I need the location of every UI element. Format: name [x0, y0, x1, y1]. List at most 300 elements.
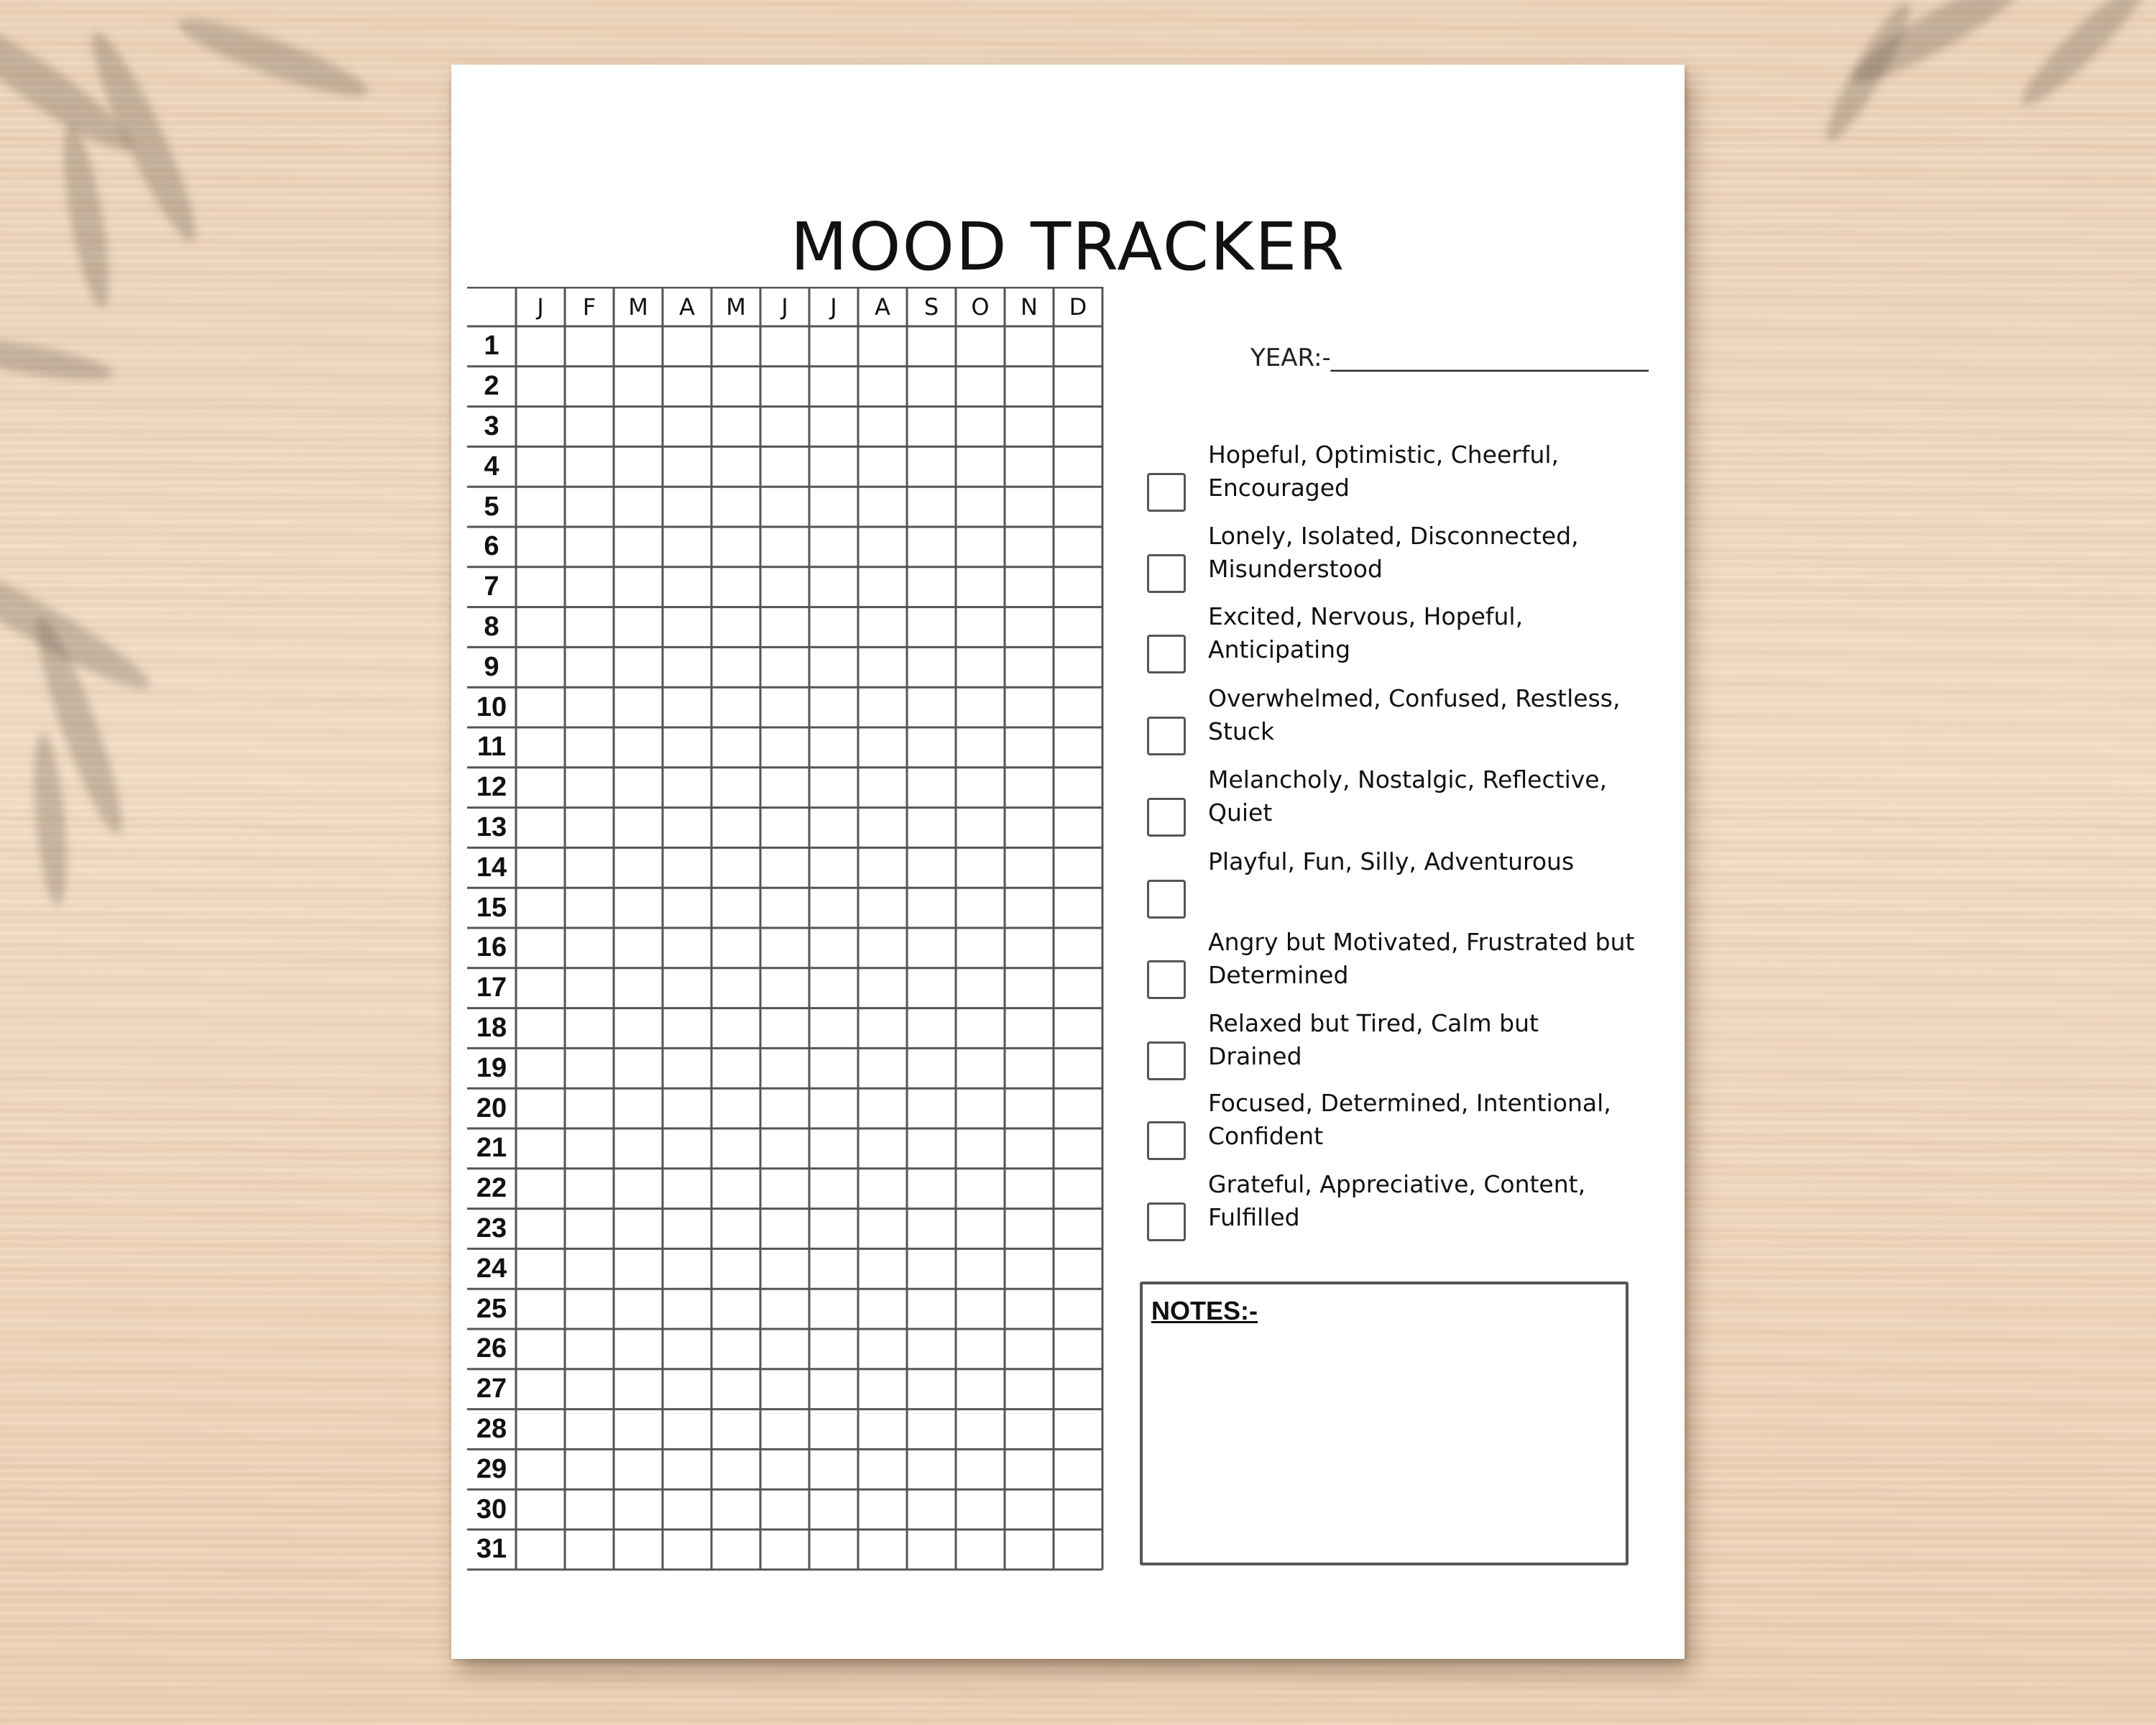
mood-cell[interactable] — [858, 647, 907, 687]
mood-cell[interactable] — [663, 527, 711, 567]
mood-cell[interactable] — [809, 1289, 858, 1329]
mood-cell[interactable] — [1005, 1489, 1054, 1530]
mood-cell[interactable] — [663, 1369, 711, 1409]
mood-cell[interactable] — [516, 888, 565, 928]
mood-cell[interactable] — [956, 1048, 1005, 1088]
mood-cell[interactable] — [809, 1489, 858, 1530]
mood-cell[interactable] — [1054, 647, 1102, 687]
mood-cell[interactable] — [1005, 968, 1054, 1008]
mood-cell[interactable] — [614, 1530, 663, 1570]
mood-cell[interactable] — [907, 1248, 956, 1289]
mood-cell[interactable] — [760, 1209, 809, 1249]
mood-cell[interactable] — [956, 1530, 1005, 1570]
mood-cell[interactable] — [711, 407, 760, 447]
mood-cell[interactable] — [858, 1289, 907, 1329]
mood-cell[interactable] — [565, 768, 614, 808]
mood-cell[interactable] — [760, 727, 809, 768]
mood-cell[interactable] — [1005, 888, 1054, 928]
mood-cell[interactable] — [663, 1209, 711, 1249]
mood-cell[interactable] — [516, 847, 565, 888]
mood-cell[interactable] — [516, 326, 565, 367]
mood-cell[interactable] — [907, 888, 956, 928]
mood-cell[interactable] — [1005, 567, 1054, 607]
mood-cell[interactable] — [1054, 1048, 1102, 1088]
mood-cell[interactable] — [858, 1409, 907, 1450]
mood-cell[interactable] — [809, 367, 858, 407]
mood-cell[interactable] — [760, 1369, 809, 1409]
mood-cell[interactable] — [711, 727, 760, 768]
mood-checkbox[interactable] — [1147, 1121, 1186, 1160]
mood-cell[interactable] — [614, 1449, 663, 1489]
mood-cell[interactable] — [858, 446, 907, 487]
mood-cell[interactable] — [760, 847, 809, 888]
mood-cell[interactable] — [809, 928, 858, 968]
mood-cell[interactable] — [1054, 607, 1102, 648]
mood-cell[interactable] — [956, 1169, 1005, 1209]
mood-cell[interactable] — [516, 1329, 565, 1369]
mood-cell[interactable] — [614, 1169, 663, 1209]
mood-cell[interactable] — [858, 527, 907, 567]
mood-cell[interactable] — [565, 1289, 614, 1329]
mood-cell[interactable] — [907, 1128, 956, 1169]
mood-cell[interactable] — [858, 1169, 907, 1209]
mood-cell[interactable] — [516, 808, 565, 848]
mood-cell[interactable] — [711, 446, 760, 487]
mood-cell[interactable] — [760, 367, 809, 407]
mood-cell[interactable] — [907, 968, 956, 1008]
mood-cell[interactable] — [1054, 367, 1102, 407]
mood-cell[interactable] — [516, 1449, 565, 1489]
mood-cell[interactable] — [663, 647, 711, 687]
mood-cell[interactable] — [565, 687, 614, 727]
mood-cell[interactable] — [516, 527, 565, 567]
mood-cell[interactable] — [858, 1048, 907, 1088]
mood-cell[interactable] — [565, 326, 614, 367]
mood-cell[interactable] — [614, 1289, 663, 1329]
mood-cell[interactable] — [760, 647, 809, 687]
mood-cell[interactable] — [516, 1409, 565, 1450]
mood-cell[interactable] — [565, 567, 614, 607]
mood-cell[interactable] — [614, 1489, 663, 1530]
mood-cell[interactable] — [907, 446, 956, 487]
mood-cell[interactable] — [809, 1449, 858, 1489]
mood-cell[interactable] — [858, 567, 907, 607]
mood-cell[interactable] — [711, 968, 760, 1008]
mood-cell[interactable] — [516, 1248, 565, 1289]
mood-cell[interactable] — [907, 1209, 956, 1249]
mood-cell[interactable] — [858, 607, 907, 648]
mood-cell[interactable] — [614, 1008, 663, 1049]
mood-cell[interactable] — [663, 847, 711, 888]
mood-cell[interactable] — [1005, 446, 1054, 487]
mood-cell[interactable] — [760, 407, 809, 447]
mood-cell[interactable] — [1054, 768, 1102, 808]
mood-cell[interactable] — [711, 1209, 760, 1249]
mood-cell[interactable] — [711, 1409, 760, 1450]
mood-cell[interactable] — [711, 567, 760, 607]
mood-cell[interactable] — [809, 808, 858, 848]
mood-cell[interactable] — [1005, 847, 1054, 888]
mood-cell[interactable] — [956, 607, 1005, 648]
mood-cell[interactable] — [516, 647, 565, 687]
mood-cell[interactable] — [565, 1088, 614, 1128]
mood-cell[interactable] — [565, 647, 614, 687]
mood-cell[interactable] — [858, 968, 907, 1008]
mood-cell[interactable] — [1005, 1329, 1054, 1369]
mood-cell[interactable] — [1005, 367, 1054, 407]
mood-cell[interactable] — [760, 1088, 809, 1128]
mood-cell[interactable] — [809, 527, 858, 567]
mood-cell[interactable] — [760, 326, 809, 367]
mood-cell[interactable] — [614, 1088, 663, 1128]
mood-cell[interactable] — [1005, 687, 1054, 727]
mood-cell[interactable] — [809, 407, 858, 447]
mood-cell[interactable] — [760, 687, 809, 727]
mood-cell[interactable] — [1054, 1209, 1102, 1249]
mood-cell[interactable] — [956, 1128, 1005, 1169]
mood-cell[interactable] — [516, 367, 565, 407]
mood-cell[interactable] — [614, 888, 663, 928]
mood-cell[interactable] — [809, 968, 858, 1008]
mood-cell[interactable] — [1005, 1289, 1054, 1329]
mood-cell[interactable] — [858, 687, 907, 727]
mood-cell[interactable] — [614, 446, 663, 487]
mood-cell[interactable] — [1054, 1530, 1102, 1570]
mood-cell[interactable] — [614, 647, 663, 687]
mood-cell[interactable] — [565, 1169, 614, 1209]
mood-cell[interactable] — [516, 1369, 565, 1409]
mood-cell[interactable] — [1054, 888, 1102, 928]
mood-cell[interactable] — [614, 968, 663, 1008]
mood-cell[interactable] — [858, 768, 907, 808]
mood-checkbox[interactable] — [1147, 798, 1186, 837]
mood-cell[interactable] — [809, 1169, 858, 1209]
mood-cell[interactable] — [565, 1008, 614, 1049]
mood-cell[interactable] — [858, 1008, 907, 1049]
mood-cell[interactable] — [711, 367, 760, 407]
mood-cell[interactable] — [907, 1329, 956, 1369]
mood-cell[interactable] — [516, 1209, 565, 1249]
mood-cell[interactable] — [956, 527, 1005, 567]
mood-cell[interactable] — [907, 727, 956, 768]
mood-cell[interactable] — [907, 808, 956, 848]
mood-cell[interactable] — [663, 1088, 711, 1128]
mood-cell[interactable] — [663, 1409, 711, 1450]
mood-cell[interactable] — [760, 1048, 809, 1088]
mood-cell[interactable] — [809, 1369, 858, 1409]
mood-cell[interactable] — [663, 1169, 711, 1209]
mood-cell[interactable] — [760, 567, 809, 607]
mood-cell[interactable] — [1054, 1088, 1102, 1128]
mood-cell[interactable] — [809, 1088, 858, 1128]
mood-cell[interactable] — [711, 1008, 760, 1049]
mood-cell[interactable] — [907, 527, 956, 567]
mood-cell[interactable] — [1054, 928, 1102, 968]
mood-cell[interactable] — [858, 727, 907, 768]
mood-cell[interactable] — [1054, 1248, 1102, 1289]
mood-cell[interactable] — [858, 847, 907, 888]
mood-cell[interactable] — [516, 1289, 565, 1329]
mood-cell[interactable] — [1054, 808, 1102, 848]
mood-cell[interactable] — [809, 1008, 858, 1049]
mood-cell[interactable] — [565, 1409, 614, 1450]
mood-checkbox[interactable] — [1147, 554, 1186, 593]
mood-cell[interactable] — [858, 1248, 907, 1289]
mood-cell[interactable] — [858, 928, 907, 968]
mood-cell[interactable] — [663, 808, 711, 848]
mood-cell[interactable] — [711, 1369, 760, 1409]
mood-cell[interactable] — [1054, 1489, 1102, 1530]
mood-cell[interactable] — [956, 687, 1005, 727]
mood-cell[interactable] — [1005, 326, 1054, 367]
mood-cell[interactable] — [1054, 326, 1102, 367]
mood-cell[interactable] — [760, 1169, 809, 1209]
mood-cell[interactable] — [711, 326, 760, 367]
mood-cell[interactable] — [1005, 1530, 1054, 1570]
mood-cell[interactable] — [956, 1088, 1005, 1128]
mood-cell[interactable] — [809, 607, 858, 648]
mood-cell[interactable] — [614, 847, 663, 888]
mood-cell[interactable] — [760, 888, 809, 928]
mood-cell[interactable] — [711, 687, 760, 727]
mood-checkbox[interactable] — [1147, 635, 1186, 673]
mood-cell[interactable] — [809, 446, 858, 487]
mood-cell[interactable] — [760, 1289, 809, 1329]
mood-cell[interactable] — [956, 1008, 1005, 1049]
mood-cell[interactable] — [614, 1209, 663, 1249]
mood-cell[interactable] — [1054, 1449, 1102, 1489]
mood-cell[interactable] — [1005, 647, 1054, 687]
mood-cell[interactable] — [858, 326, 907, 367]
mood-cell[interactable] — [565, 1329, 614, 1369]
mood-cell[interactable] — [663, 768, 711, 808]
mood-cell[interactable] — [711, 1128, 760, 1169]
mood-cell[interactable] — [956, 727, 1005, 768]
mood-cell[interactable] — [614, 1329, 663, 1369]
mood-cell[interactable] — [565, 1449, 614, 1489]
mood-cell[interactable] — [1005, 1088, 1054, 1128]
mood-cell[interactable] — [516, 1489, 565, 1530]
mood-cell[interactable] — [614, 1248, 663, 1289]
mood-cell[interactable] — [516, 407, 565, 447]
mood-checkbox[interactable] — [1147, 960, 1186, 999]
mood-cell[interactable] — [1005, 928, 1054, 968]
mood-cell[interactable] — [565, 847, 614, 888]
mood-cell[interactable] — [516, 968, 565, 1008]
mood-cell[interactable] — [809, 1329, 858, 1369]
mood-cell[interactable] — [711, 487, 760, 527]
mood-cell[interactable] — [663, 1289, 711, 1329]
mood-cell[interactable] — [907, 1289, 956, 1329]
mood-cell[interactable] — [858, 407, 907, 447]
mood-cell[interactable] — [809, 687, 858, 727]
mood-cell[interactable] — [907, 1048, 956, 1088]
mood-cell[interactable] — [711, 1169, 760, 1209]
mood-cell[interactable] — [809, 567, 858, 607]
mood-cell[interactable] — [1005, 607, 1054, 648]
mood-cell[interactable] — [956, 446, 1005, 487]
mood-cell[interactable] — [907, 847, 956, 888]
mood-cell[interactable] — [858, 1329, 907, 1369]
mood-cell[interactable] — [760, 1008, 809, 1049]
mood-cell[interactable] — [809, 647, 858, 687]
mood-cell[interactable] — [711, 1329, 760, 1369]
mood-cell[interactable] — [1005, 487, 1054, 527]
mood-cell[interactable] — [907, 1489, 956, 1530]
mood-cell[interactable] — [1054, 968, 1102, 1008]
mood-cell[interactable] — [1005, 1169, 1054, 1209]
mood-cell[interactable] — [614, 1409, 663, 1450]
mood-cell[interactable] — [711, 1048, 760, 1088]
mood-cell[interactable] — [711, 607, 760, 648]
mood-cell[interactable] — [516, 607, 565, 648]
mood-cell[interactable] — [1005, 1449, 1054, 1489]
mood-cell[interactable] — [1005, 407, 1054, 447]
mood-cell[interactable] — [907, 1169, 956, 1209]
mood-cell[interactable] — [565, 527, 614, 567]
mood-cell[interactable] — [663, 367, 711, 407]
mood-cell[interactable] — [907, 687, 956, 727]
mood-checkbox[interactable] — [1147, 880, 1186, 919]
mood-cell[interactable] — [614, 687, 663, 727]
mood-cell[interactable] — [956, 1329, 1005, 1369]
mood-cell[interactable] — [1005, 1248, 1054, 1289]
mood-cell[interactable] — [711, 1449, 760, 1489]
mood-cell[interactable] — [614, 407, 663, 447]
mood-cell[interactable] — [907, 487, 956, 527]
mood-cell[interactable] — [516, 1169, 565, 1209]
mood-cell[interactable] — [565, 727, 614, 768]
mood-cell[interactable] — [614, 928, 663, 968]
mood-cell[interactable] — [711, 1088, 760, 1128]
mood-cell[interactable] — [1054, 407, 1102, 447]
mood-cell[interactable] — [663, 1048, 711, 1088]
mood-cell[interactable] — [956, 487, 1005, 527]
mood-cell[interactable] — [1054, 1128, 1102, 1169]
mood-cell[interactable] — [956, 1248, 1005, 1289]
mood-cell[interactable] — [809, 487, 858, 527]
mood-cell[interactable] — [614, 567, 663, 607]
mood-cell[interactable] — [565, 888, 614, 928]
mood-cell[interactable] — [956, 1209, 1005, 1249]
mood-cell[interactable] — [809, 888, 858, 928]
mood-cell[interactable] — [858, 487, 907, 527]
mood-cell[interactable] — [907, 1449, 956, 1489]
mood-cell[interactable] — [663, 1489, 711, 1530]
mood-cell[interactable] — [663, 407, 711, 447]
mood-cell[interactable] — [711, 888, 760, 928]
mood-cell[interactable] — [565, 1048, 614, 1088]
mood-cell[interactable] — [711, 768, 760, 808]
mood-cell[interactable] — [956, 928, 1005, 968]
mood-cell[interactable] — [760, 1489, 809, 1530]
mood-cell[interactable] — [956, 1369, 1005, 1409]
mood-cell[interactable] — [907, 647, 956, 687]
mood-cell[interactable] — [1054, 727, 1102, 768]
mood-cell[interactable] — [565, 1248, 614, 1289]
mood-cell[interactable] — [760, 968, 809, 1008]
mood-cell[interactable] — [760, 527, 809, 567]
mood-cell[interactable] — [1054, 1008, 1102, 1049]
mood-cell[interactable] — [858, 1088, 907, 1128]
mood-cell[interactable] — [956, 847, 1005, 888]
mood-cell[interactable] — [516, 727, 565, 768]
mood-cell[interactable] — [809, 1248, 858, 1289]
mood-cell[interactable] — [565, 367, 614, 407]
mood-cell[interactable] — [711, 1489, 760, 1530]
mood-cell[interactable] — [858, 1530, 907, 1570]
mood-cell[interactable] — [1005, 1369, 1054, 1409]
mood-cell[interactable] — [565, 487, 614, 527]
mood-cell[interactable] — [809, 768, 858, 808]
mood-cell[interactable] — [1054, 567, 1102, 607]
mood-cell[interactable] — [760, 1128, 809, 1169]
mood-cell[interactable] — [614, 727, 663, 768]
mood-cell[interactable] — [956, 407, 1005, 447]
mood-cell[interactable] — [516, 928, 565, 968]
mood-cell[interactable] — [1005, 808, 1054, 848]
mood-cell[interactable] — [1005, 527, 1054, 567]
mood-cell[interactable] — [1054, 1369, 1102, 1409]
mood-cell[interactable] — [1054, 487, 1102, 527]
mood-cell[interactable] — [760, 1449, 809, 1489]
mood-cell[interactable] — [565, 928, 614, 968]
mood-cell[interactable] — [809, 1048, 858, 1088]
mood-checkbox[interactable] — [1147, 1041, 1186, 1080]
mood-cell[interactable] — [565, 968, 614, 1008]
mood-cell[interactable] — [907, 928, 956, 968]
mood-cell[interactable] — [760, 768, 809, 808]
mood-cell[interactable] — [614, 808, 663, 848]
mood-cell[interactable] — [1005, 1409, 1054, 1450]
mood-cell[interactable] — [663, 687, 711, 727]
mood-cell[interactable] — [565, 1128, 614, 1169]
mood-cell[interactable] — [516, 567, 565, 607]
mood-cell[interactable] — [760, 928, 809, 968]
mood-cell[interactable] — [663, 607, 711, 648]
mood-cell[interactable] — [663, 1128, 711, 1169]
mood-cell[interactable] — [711, 847, 760, 888]
mood-cell[interactable] — [663, 567, 711, 607]
mood-cell[interactable] — [858, 1128, 907, 1169]
mood-cell[interactable] — [663, 326, 711, 367]
mood-cell[interactable] — [907, 1530, 956, 1570]
mood-cell[interactable] — [809, 1209, 858, 1249]
mood-cell[interactable] — [760, 446, 809, 487]
mood-cell[interactable] — [907, 567, 956, 607]
mood-cell[interactable] — [1054, 446, 1102, 487]
mood-cell[interactable] — [760, 1248, 809, 1289]
mood-cell[interactable] — [858, 1369, 907, 1409]
mood-cell[interactable] — [516, 1530, 565, 1570]
mood-cell[interactable] — [516, 687, 565, 727]
mood-cell[interactable] — [565, 1530, 614, 1570]
mood-cell[interactable] — [516, 1048, 565, 1088]
mood-cell[interactable] — [1005, 768, 1054, 808]
mood-cell[interactable] — [956, 567, 1005, 607]
mood-cell[interactable] — [1005, 1048, 1054, 1088]
mood-cell[interactable] — [663, 1530, 711, 1570]
mood-cell[interactable] — [565, 407, 614, 447]
mood-cell[interactable] — [565, 1209, 614, 1249]
mood-cell[interactable] — [858, 888, 907, 928]
mood-cell[interactable] — [663, 1248, 711, 1289]
mood-cell[interactable] — [956, 888, 1005, 928]
mood-cell[interactable] — [565, 808, 614, 848]
mood-cell[interactable] — [565, 607, 614, 648]
mood-cell[interactable] — [711, 1530, 760, 1570]
mood-cell[interactable] — [565, 1369, 614, 1409]
